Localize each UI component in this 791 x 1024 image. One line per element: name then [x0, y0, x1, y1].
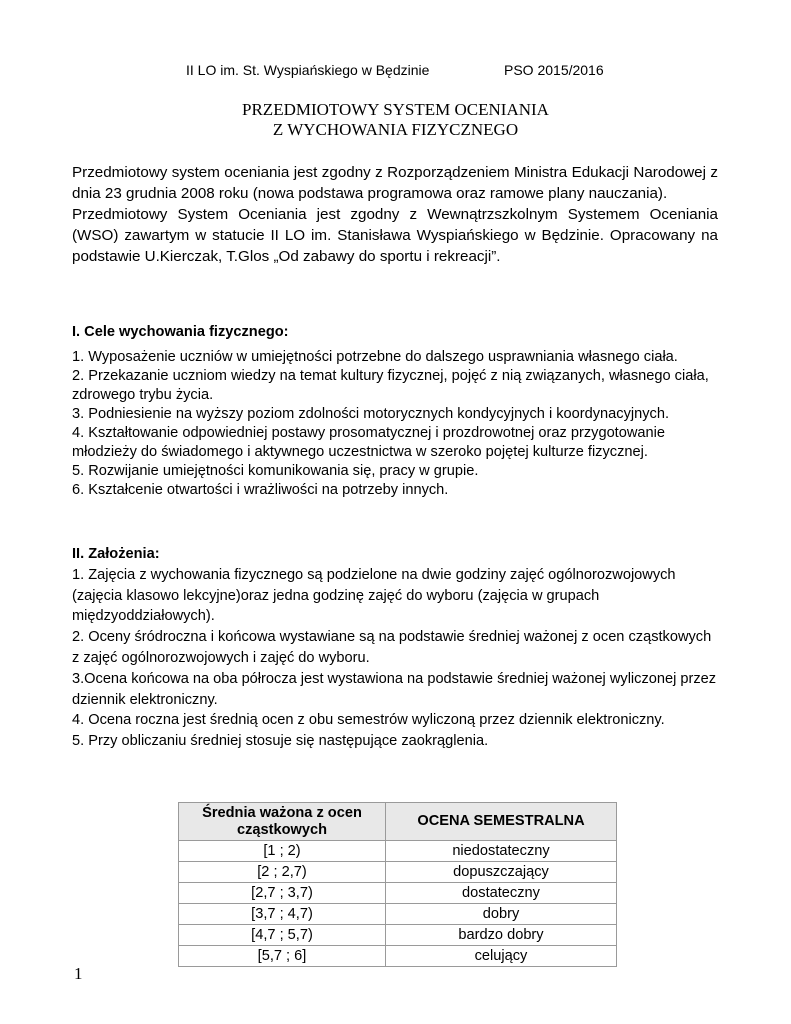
list-item: 5. Przy obliczaniu średniej stosuje się następujące zaokrąglenia. [72, 733, 489, 750]
grade-cell: niedostateczny [386, 841, 617, 862]
school-name: II LO im. St. Wyspiańskiego w Będzinie [186, 62, 430, 78]
range-cell: [2 ; 2,7) [179, 862, 386, 883]
intro-paragraph: Przedmiotowy system oceniania jest zgodny z Rozporządzeniem Ministra Edukacji Narodowej z dnia 23 grudnia 2008 roku (nowa podstawa programowa oraz ramowe plany nauczania). [72, 164, 718, 202]
table-row [179, 946, 617, 967]
intro-paragraph: Przedmiotowy System Oceniania jest zgodny z Wewnątrzszkolnym Systemem Oceniania (WSO) zawartym w statucie II LO im. Stanisława Wyspiańskiego w Będzinie. Opracowany na podstawie U.Kierczak, T.Glos „Od zabawy do sportu i rekreacji”. [72, 206, 718, 265]
table-row [179, 925, 617, 946]
grade-cell: bardzo dobry [386, 925, 617, 946]
list-item: 4. Ocena roczna jest średnią ocen z obu semestrów wyliczoną przez dziennik elektroniczny. [72, 712, 665, 729]
section-heading: I. Cele wychowania fizycznego: [72, 324, 289, 340]
range-cell: [2,7 ; 3,7) [179, 883, 386, 904]
range-cell: [3,7 ; 4,7) [179, 904, 386, 925]
list-item: 5. Rozwijanie umiejętności komunikowania się, pracy w grupie. [72, 463, 479, 479]
grade-cell: dostateczny [386, 883, 617, 904]
list-item: 1. Zajęcia z wychowania fizycznego są podzielone na dwie godziny zajęć ogólnorozwojowych (zajęcia klasowo lekcyjne)oraz jedna godzinę zajęć do wyboru (zajęcia w grupach międzyoddziałowych). [72, 566, 676, 625]
table-header-row [179, 803, 617, 841]
table-row [179, 904, 617, 925]
section-goals [72, 323, 722, 500]
grade-cell: dobry [386, 904, 617, 925]
table-row [179, 862, 617, 883]
grade-cell: celujący [386, 946, 617, 967]
column-header-grade: OCENA SEMESTRALNA [386, 803, 617, 841]
list-item: 3.Ocena końcowa na oba półrocza jest wystawiona na podstawie średniej ważonej wyliczonej przez dziennik elektroniczny. [72, 670, 717, 708]
page-header [186, 62, 604, 78]
list-item: 4. Kształtowanie odpowiedniej postawy prosomatycznej i prozdrowotnej oraz przygotowanie młodzieży do świadomego i aktywnego uczestnictwa w szeroko pojętej kulturze fizycznej. [72, 425, 665, 460]
range-cell: [4,7 ; 5,7) [179, 925, 386, 946]
grade-cell: dopuszczający [386, 862, 617, 883]
list-item: 2. Przekazanie uczniom wiedzy na temat kultury fizycznej, pojęć z nią związanych, własnego ciała, zdrowego trybu życia. [72, 368, 709, 403]
list-item: 1. Wyposażenie uczniów w umiejętności potrzebne do dalszego usprawniania własnego ciała. [72, 349, 678, 365]
section-heading: II. Założenia: [72, 546, 160, 562]
list-item: 2. Oceny śródroczna i końcowa wystawiane są na podstawie średniej ważonej z ocen cząstkowych z zajęć ogólnorozwojowych i zajęć do wyboru. [72, 629, 712, 666]
title-line-2: Z WYCHOWANIA FIZYCZNEGO [272, 120, 519, 139]
table-row [179, 841, 617, 862]
section-assumptions [72, 544, 722, 752]
table-row [179, 883, 617, 904]
grade-table [178, 802, 617, 967]
range-cell: [5,7 ; 6] [179, 946, 386, 967]
list-item: 6. Kształcenie otwartości i wrażliwości na potrzeby innych. [72, 482, 449, 498]
range-cell: [1 ; 2) [179, 841, 386, 862]
intro-text [72, 162, 718, 267]
title-line-1: PRZEDMIOTOWY SYSTEM OCENIANIA [242, 100, 549, 119]
list-item: 3. Podniesienie na wyższy poziom zdolności motorycznych kondycyjnych i koordynacyjnych. [72, 406, 669, 422]
pso-year: PSO 2015/2016 [504, 62, 604, 78]
column-header-average: Średnia ważona z ocen cząstkowych [179, 803, 386, 841]
document-title [0, 100, 791, 140]
page-number: 1 [74, 964, 83, 983]
